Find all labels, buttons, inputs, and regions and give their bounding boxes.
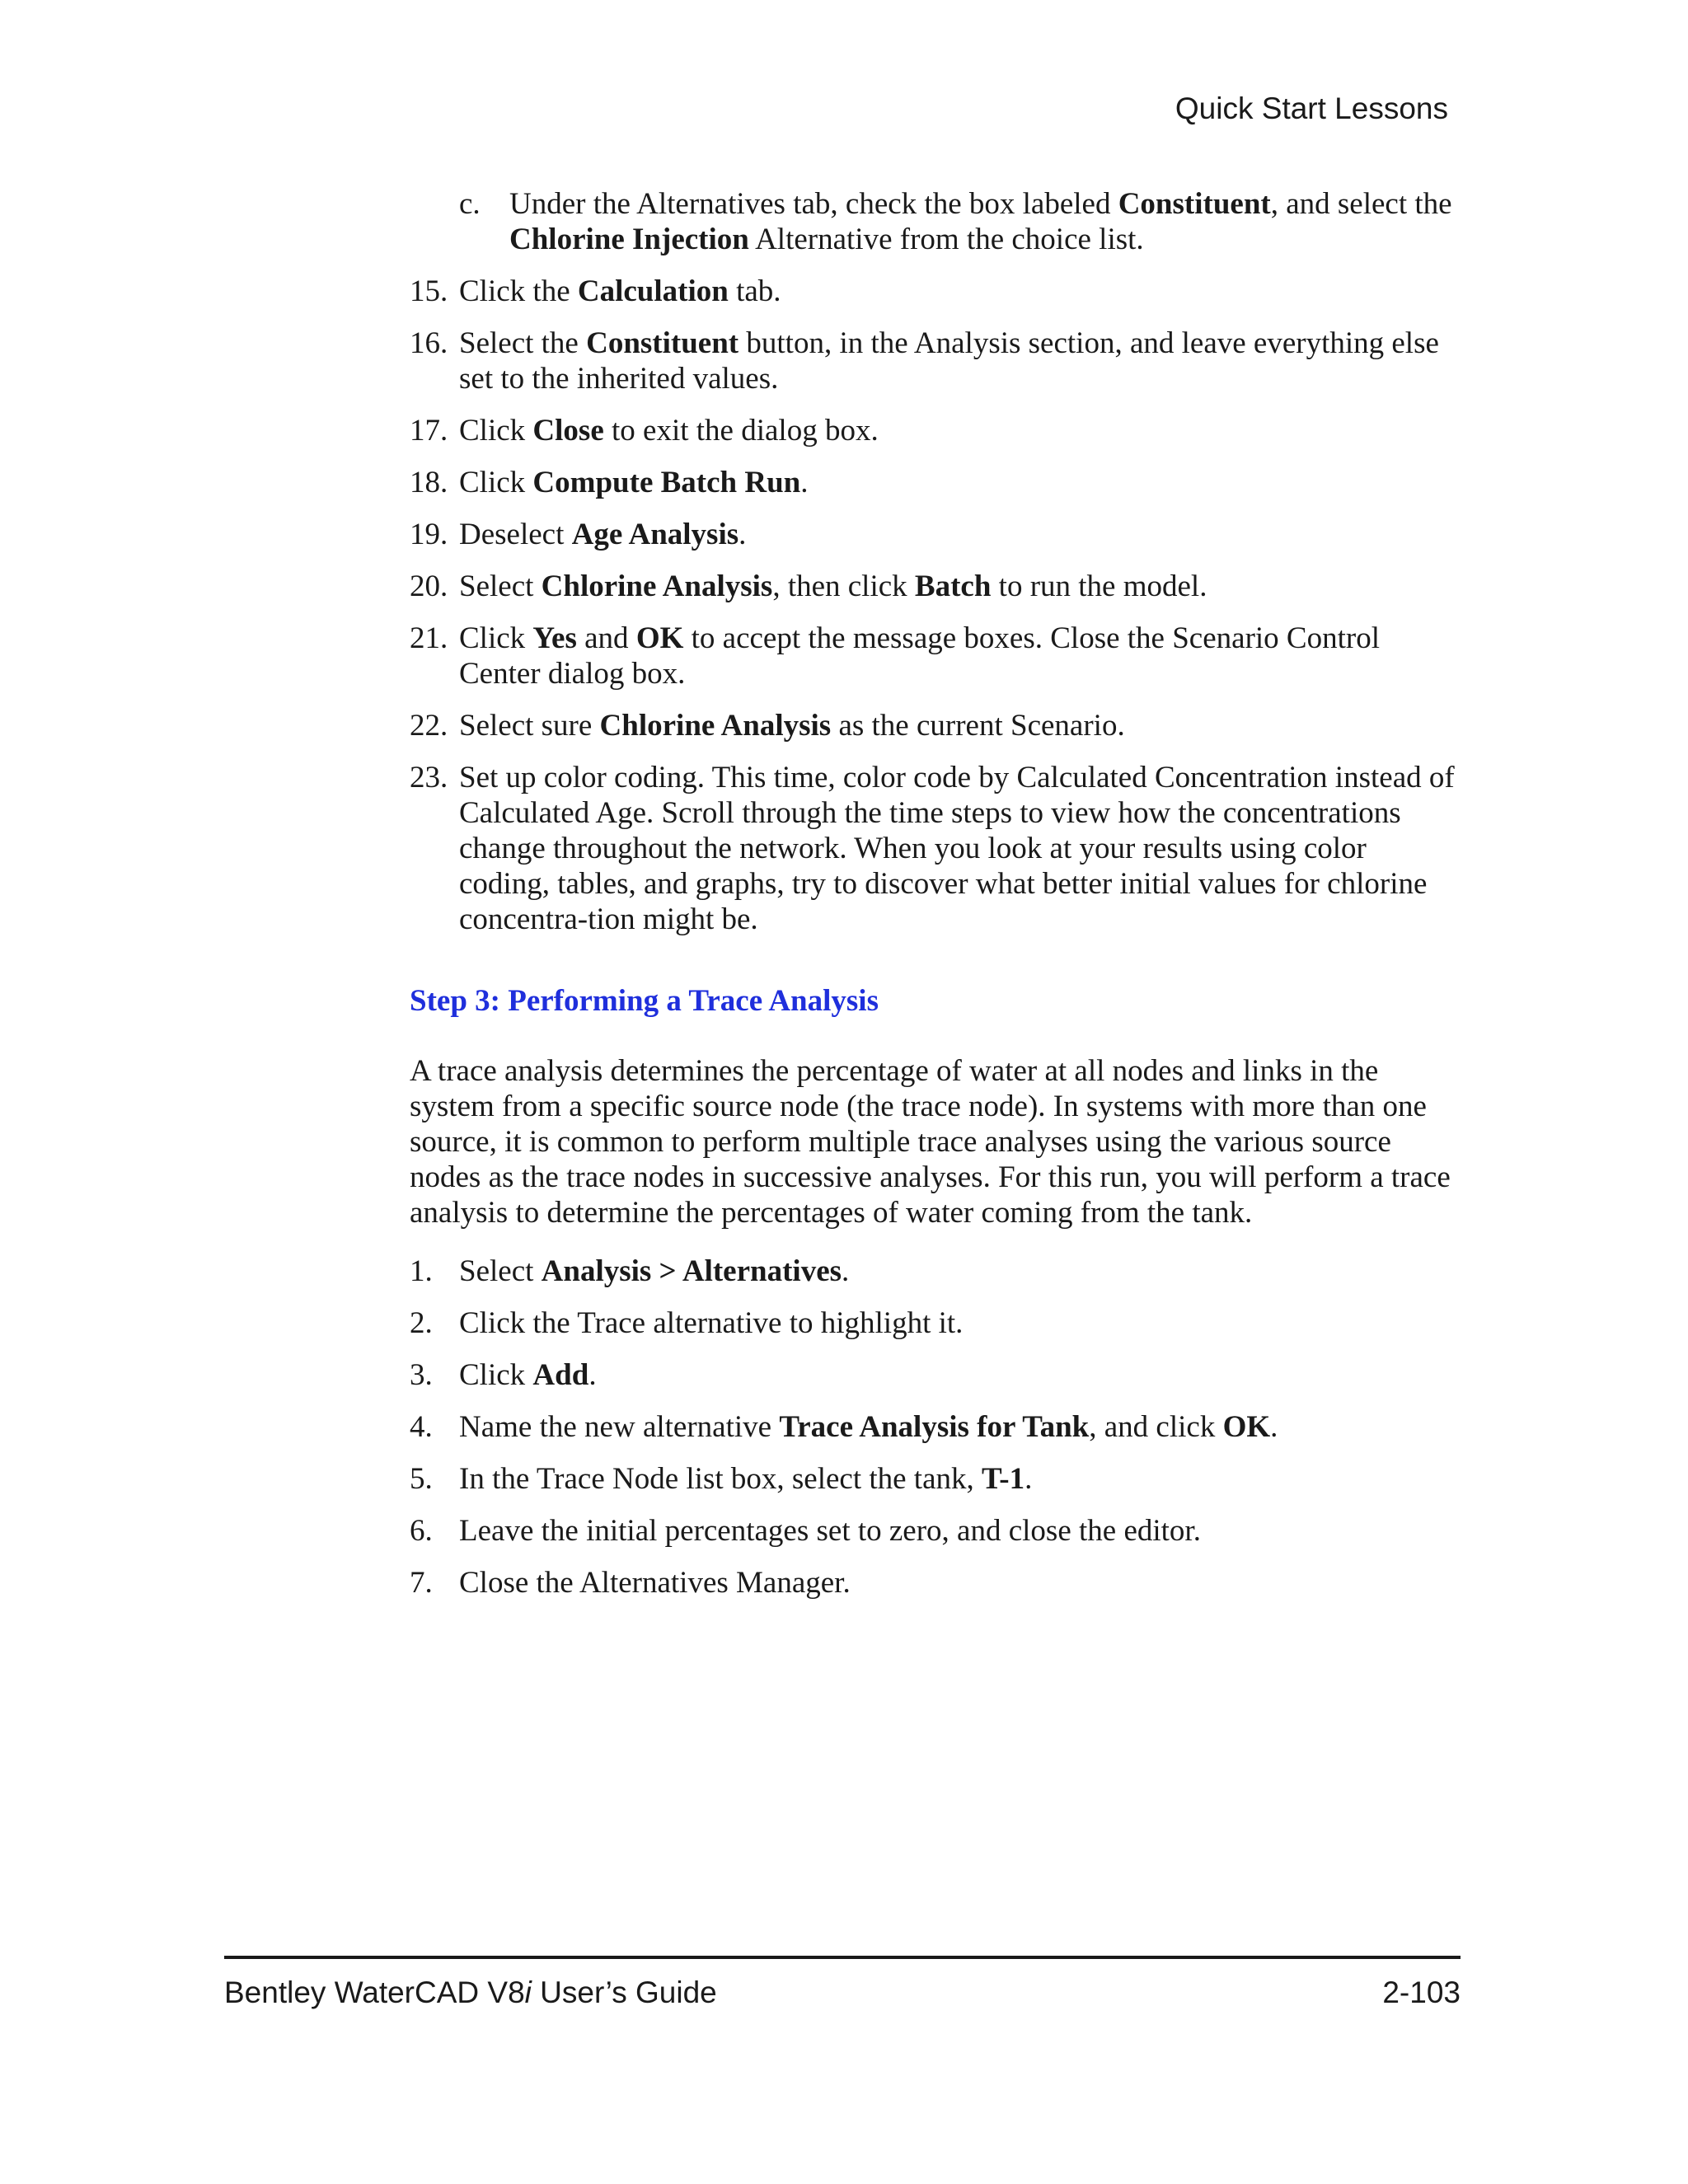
list-item-number: 1. xyxy=(410,1254,433,1288)
list-item-number: 7. xyxy=(410,1566,433,1600)
list-item-text: Select Analysis > Alternatives. xyxy=(459,1254,850,1288)
list-item xyxy=(410,413,1461,448)
section-paragraph: A trace analysis determines the percentage of water at all nodes and links in the system from a specific source node (the trace node). In systems with more than one source, it is common to perform multiple trace analyses using the various source nodes as the trace nodes in successive analyses. For this run, you will perform a trace analysis to determine the percentages of water coming from the tank. xyxy=(410,1054,1451,1230)
list-item-number: 19. xyxy=(410,518,448,551)
list-item xyxy=(410,1254,1461,1289)
list-item-number: 23. xyxy=(410,761,448,794)
steps-list-bottom xyxy=(410,1254,1461,1601)
list-item xyxy=(410,708,1461,743)
list-item xyxy=(410,274,1461,309)
list-item-text: Select Chlorine Analysis, then click Batch to run the model. xyxy=(459,569,1207,603)
list-item-number: 5. xyxy=(410,1462,433,1496)
list-item-text: Select the Constituent button, in the Analysis section, and leave everything else set to the inherited values. xyxy=(459,326,1439,396)
list-item-text: Name the new alternative Trace Analysis for Tank, and click OK. xyxy=(459,1410,1278,1444)
list-item-text: Select sure Chlorine Analysis as the current Scenario. xyxy=(459,709,1125,743)
list-item-text: Click the Calculation tab. xyxy=(459,274,781,308)
list-item-text: In the Trace Node list box, select the tank, T-1. xyxy=(459,1462,1033,1496)
list-item xyxy=(410,1305,1461,1341)
list-item xyxy=(410,569,1461,604)
list-item-text: Set up color coding. This time, color code by Calculated Concentration instead of Calculated Age. Scroll through the time steps to view how the concentrations change throughout the network. When you look at your results using color coding, tables, and graphs, try to discover what better initial values for chlorine concentra-tion might be. xyxy=(459,761,1455,936)
section-heading: Step 3: Performing a Trace Analysis xyxy=(410,984,879,1018)
list-item-text: Deselect Age Analysis. xyxy=(459,518,747,551)
list-item xyxy=(410,517,1461,552)
list-item xyxy=(410,1409,1461,1445)
footer-book-title xyxy=(224,1973,717,2013)
list-item-number: 6. xyxy=(410,1514,433,1548)
list-item xyxy=(410,1357,1461,1393)
list-item-text: Click Yes and OK to accept the message boxes. Close the Scenario Control Center dialog box. xyxy=(459,621,1380,691)
list-item-number: 17. xyxy=(410,414,448,448)
list-item-number: 2. xyxy=(410,1306,433,1340)
list-item xyxy=(410,1461,1461,1497)
footer-title-post: User’s Guide xyxy=(531,1975,717,2009)
list-item-text: Click Add. xyxy=(459,1358,597,1392)
list-item-number: 3. xyxy=(410,1358,433,1392)
list-item xyxy=(410,465,1461,500)
steps-list-top xyxy=(410,186,1461,937)
list-item-number: 4. xyxy=(410,1410,433,1444)
footer-title-italic: i xyxy=(524,1975,532,2009)
footer-rule xyxy=(224,1956,1461,1959)
list-item-text: Leave the initial percentages set to zero, and close the editor. xyxy=(459,1514,1201,1548)
list-item xyxy=(410,760,1461,937)
list-item-number: 20. xyxy=(410,569,448,603)
list-item-text: Click Compute Batch Run. xyxy=(459,466,809,499)
list-item-number: c. xyxy=(459,187,481,221)
list-item xyxy=(410,326,1461,396)
list-item-number: 22. xyxy=(410,709,448,743)
list-item-number: 18. xyxy=(410,466,448,499)
list-item-number: 16. xyxy=(410,326,448,360)
page-body xyxy=(410,186,1461,1601)
list-item-text: Click the Trace alternative to highlight it. xyxy=(459,1306,964,1340)
list-item-number: 21. xyxy=(410,621,448,655)
footer-title-pre: Bentley WaterCAD V8 xyxy=(224,1975,525,2009)
list-item xyxy=(410,1513,1461,1549)
list-item xyxy=(410,621,1461,691)
list-item-text: Click Close to exit the dialog box. xyxy=(459,414,879,448)
list-item-number: 15. xyxy=(410,274,448,308)
list-item xyxy=(410,1565,1461,1601)
footer-page-number: 2-103 xyxy=(1382,1975,1461,2009)
running-head: Quick Start Lessons xyxy=(1175,91,1448,125)
list-item-text: Under the Alternatives tab, check the box labeled Constituent, and select the Chlorine Injection Alternative from the choice list. xyxy=(509,187,1452,256)
list-item xyxy=(410,186,1461,257)
list-item-text: Close the Alternatives Manager. xyxy=(459,1566,851,1600)
